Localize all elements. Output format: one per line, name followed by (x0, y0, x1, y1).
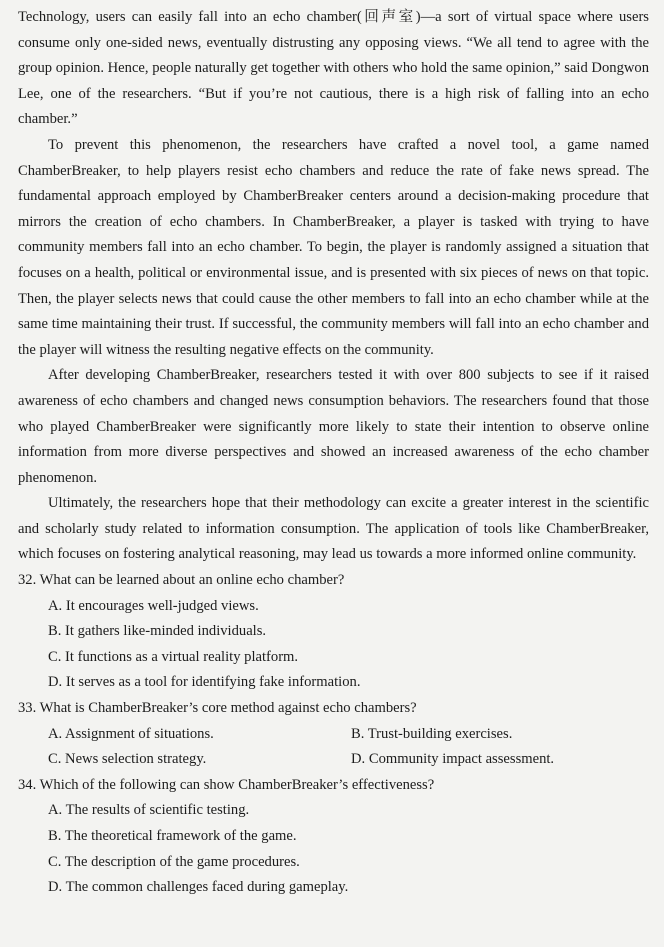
option-b[interactable]: B. The theoretical framework of the game. (48, 828, 297, 844)
question-stem: 34. Which of the following can show ChamberBreaker’s effectiveness? (18, 776, 435, 793)
question-34 (18, 773, 649, 901)
option-c[interactable]: C. The description of the game procedures. (48, 853, 300, 870)
question-stem: 32. What can be learned about an online echo chamber? (18, 572, 345, 589)
passage-paragraph-2: To prevent this phenomenon, the researchers have crafted a novel tool, a game named ChamberBreaker, to help players resist echo chambers and reduce the rate of fake news spread. The fundamental approach employed by ChamberBreaker centers around a decision-making procedure that mirrors the creation of echo chambers. In ChamberBreaker, a player is tasked with trying to have community members fall into an echo chamber. To begin, the player is randomly assigned a situation that focuses on a health, political or environmental issue, and is presented with six pieces of news on that topic. Then, the player selects news that could cause the other members to fall into an echo chamber while at the same time maintaining their trust. If successful, the community members will fall into an echo chamber and the player will witness the resulting negative effects on the community. (18, 136, 649, 358)
option-row (48, 747, 649, 773)
option-row (48, 722, 649, 748)
option-c[interactable]: C. News selection strategy. (48, 751, 207, 768)
passage-paragraph-3: After developing ChamberBreaker, researchers tested it with over 800 subjects to see if it raised awareness of echo chambers and changed news consumption behaviors. The researchers found that those who played ChamberBreaker were significantly more likely to state their intention to observe online information from more diverse perspectives and showed an increased awareness of the echo chamber phenomenon. (18, 367, 649, 486)
option-b[interactable]: B. Trust-building exercises. (351, 725, 513, 742)
option-b[interactable]: B. It gathers like-minded individuals. (48, 623, 267, 640)
option-c[interactable]: C. It functions as a virtual reality platform. (48, 648, 299, 665)
question-stem: 33. What is ChamberBreaker’s core method against echo chambers? (18, 700, 417, 717)
option-a[interactable]: A. The results of scientific testing. (48, 802, 250, 819)
option-d[interactable]: D. The common challenges faced during gameplay. (48, 879, 349, 896)
question-32 (18, 568, 649, 696)
option-a[interactable]: A. It encourages well-judged views. (48, 597, 259, 614)
question-33 (18, 696, 649, 773)
option-a[interactable]: A. Assignment of situations. (48, 725, 214, 742)
option-d[interactable]: D. Community impact assessment. (351, 751, 555, 768)
option-d[interactable]: D. It serves as a tool for identifying fake information. (48, 674, 361, 691)
passage-paragraph-1: Technology, users can easily fall into an echo chamber(回声室)—a sort of virtual space where users consume only one-sided news, eventually distrusting any opposing views. “We all tend to agree with the group opinion. Hence, people naturally get together with others who hold the same opinion,” said Dongwon Lee, one of the researchers. “But if you’re not cautious, there is a high risk of falling into an echo chamber.” (18, 9, 649, 128)
passage-paragraph-4: Ultimately, the researchers hope that their methodology can excite a greater interest in the scientific and scholarly study related to information consumption. The application of tools like ChamberBreaker, which focuses on fostering analytical reasoning, may lead us towards a more informed online community. (18, 495, 649, 563)
